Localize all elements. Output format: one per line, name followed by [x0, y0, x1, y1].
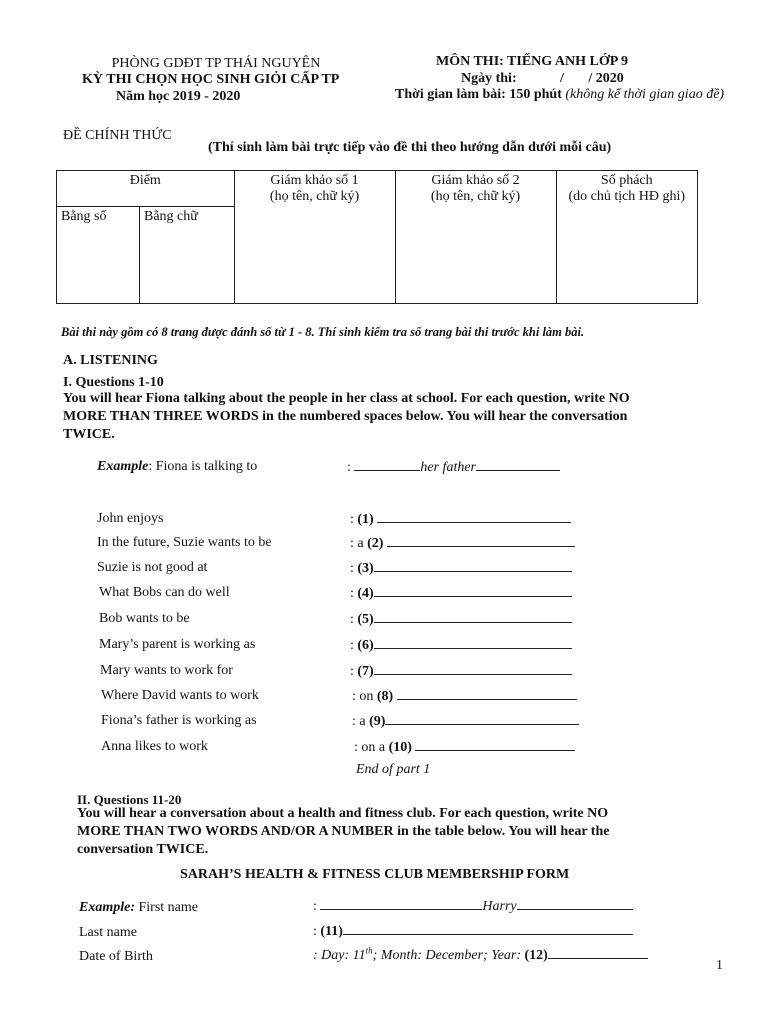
answer-10[interactable]: : on a (10): [354, 737, 575, 756]
answer-9[interactable]: : a (9): [352, 711, 579, 730]
part1-title: I. Questions 1-10: [63, 375, 164, 390]
diem-label: Điểm: [129, 173, 161, 188]
form-example-label: Example:: [79, 900, 135, 915]
question-6: Mary’s parent is working as: [99, 637, 256, 652]
dept-name: PHÒNG GDĐT TP THÁI NGUYÊN: [111, 56, 321, 71]
page-number: 1: [716, 958, 723, 973]
form-example-answer-line: : Harry: [313, 896, 633, 915]
duration-note: (không kể thời gian giao đề): [565, 87, 725, 102]
answer-3[interactable]: : (3): [350, 558, 572, 577]
form-example-field: First name: [138, 900, 198, 915]
form-example: [79, 900, 198, 916]
question-9: Fiona’s father is working as: [101, 713, 257, 728]
part2-instruction-1: You will hear a conversation about a health and fitness club. For each question, write NO: [77, 806, 609, 821]
examiner1-sub: (họ tên, chữ ký): [269, 189, 360, 204]
so-phach-cell[interactable]: [556, 171, 697, 304]
examiner2-title: Giám khảo số 2: [431, 173, 520, 188]
answer-6[interactable]: : (6): [350, 635, 572, 654]
examiner1-title: Giám khảo số 1: [270, 173, 359, 188]
examiner2-sub: (họ tên, chữ ký): [430, 189, 521, 204]
example-label: Example: [97, 459, 149, 474]
score-table: [56, 170, 698, 304]
example-question: : Fiona is talking to: [148, 459, 258, 474]
question-10: Anna likes to work: [101, 739, 208, 754]
bang-so-label: Bằng số: [61, 209, 107, 224]
examiner2-cell[interactable]: [395, 171, 556, 304]
question-7: Mary wants to work for: [100, 663, 233, 678]
so-phach-sub: (do chủ tịch HĐ ghi): [568, 189, 686, 204]
general-instruction: (Thí sinh làm bài trực tiếp vào đề thi theo hướng dẫn dưới mỗi câu): [208, 140, 612, 155]
answer-8[interactable]: : on (8): [352, 686, 577, 705]
part1-example: [97, 459, 257, 475]
answer-1[interactable]: : (1): [350, 509, 571, 528]
exam-date-label: Ngày thi:: [461, 71, 517, 86]
question-2: In the future, Suzie wants to be: [97, 535, 272, 550]
part1-instruction-1: You will hear Fiona talking about the people in her class at school. For each question, write NO: [63, 391, 630, 406]
form-title: SARAH’S HEALTH & FITNESS CLUB MEMBERSHIP FORM: [180, 867, 570, 882]
score-words-cell[interactable]: [140, 207, 235, 304]
answer-2[interactable]: : a (2): [350, 533, 575, 552]
question-4: What Bobs can do well: [99, 585, 230, 600]
official-label: ĐỀ CHÍNH THỨC: [63, 128, 172, 143]
so-phach-title: Số phách: [600, 173, 653, 188]
examiner1-cell[interactable]: [234, 171, 395, 304]
dob-label: Date of Birth: [79, 949, 153, 964]
school-year: Năm học 2019 - 2020: [116, 89, 241, 104]
last-name-label: Last name: [79, 925, 137, 940]
form-example-answer: Harry: [482, 899, 517, 914]
part2-instruction-3: conversation TWICE.: [77, 842, 209, 857]
answer-4[interactable]: : (4): [350, 583, 572, 602]
example-answer-line: : her father: [347, 457, 560, 476]
question-3: Suzie is not good at: [97, 560, 208, 575]
part1-instruction-3: TWICE.: [63, 427, 115, 442]
section-listening: A. LISTENING: [63, 353, 158, 368]
score-number-cell[interactable]: [57, 207, 140, 304]
answer-12[interactable]: : Day: 11th; Month: December; Year: (12): [313, 945, 648, 964]
bang-chu-label: Bằng chữ: [144, 209, 198, 224]
page-count-note: Bài thi này gồm có 8 trang được đánh số từ 1 - 8. Thí sinh kiểm tra số trang bài thi trước khi làm bài.: [61, 325, 585, 339]
question-1: John enjoys: [97, 511, 164, 526]
exam-date-value: / / 2020: [560, 71, 624, 86]
answer-5[interactable]: : (5): [350, 609, 572, 628]
question-5: Bob wants to be: [99, 611, 190, 626]
end-of-part-1: End of part 1: [356, 762, 431, 777]
question-8: Where David wants to work: [101, 688, 259, 703]
subject: MÔN THI: TIẾNG ANH LỚP 9: [436, 54, 629, 69]
answer-11[interactable]: : (11): [313, 921, 633, 940]
score-header: [57, 171, 235, 207]
part2-instruction-2: MORE THAN TWO WORDS AND/OR A NUMBER in the table below. You will hear the: [77, 824, 610, 839]
part1-instruction-2: MORE THAN THREE WORDS in the numbered spaces below. You will hear the conversation: [63, 409, 628, 424]
exam-duration: [395, 86, 724, 103]
answer-7[interactable]: : (7): [350, 661, 572, 680]
duration-label: Thời gian làm bài: 150 phút: [395, 87, 562, 102]
part2-title: II. Questions 11-20: [77, 792, 182, 807]
example-answer: her father: [420, 460, 476, 475]
exam-name: KỲ THI CHỌN HỌC SINH GIỎI CẤP TP: [82, 72, 340, 87]
